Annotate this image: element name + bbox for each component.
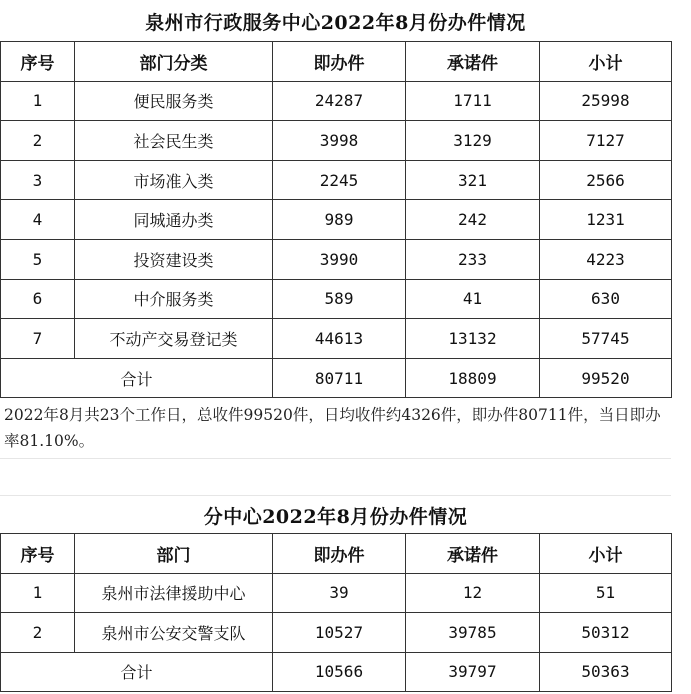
table-cell: 5 [1, 239, 75, 279]
table-cell: 630 [540, 279, 672, 319]
header-cell: 序号 [1, 42, 75, 82]
table-row [1, 279, 672, 319]
table-cell: 4223 [540, 239, 672, 279]
table-cell: 25998 [540, 81, 672, 121]
table-row [1, 121, 672, 161]
table-row [1, 81, 672, 121]
table-cell: 1711 [406, 81, 540, 121]
table-cell: 3 [1, 160, 75, 200]
table-cell: 2 [1, 613, 75, 653]
total-cell: 39797 [406, 652, 540, 692]
sub-table [0, 533, 672, 692]
total-row [1, 652, 672, 692]
table-cell: 不动产交易登记类 [75, 319, 273, 359]
table-cell: 泉州市公安交警支队 [75, 613, 273, 653]
header-cell: 部门 [75, 534, 273, 574]
table-cell: 589 [273, 279, 406, 319]
total-cell: 10566 [273, 652, 406, 692]
table-header-row [1, 534, 672, 574]
table-cell: 2245 [273, 160, 406, 200]
table-cell: 57745 [540, 319, 672, 359]
table-cell: 12 [406, 573, 540, 613]
total-cell: 80711 [273, 358, 406, 398]
table-cell: 233 [406, 239, 540, 279]
table-cell: 2566 [540, 160, 672, 200]
header-cell: 序号 [1, 534, 75, 574]
summary-note: 2022年8月共23个工作日，总收件99520件，日均收件约4326件，即办件80711件，当日即办率81.10%。 [4, 406, 661, 450]
table-cell: 24287 [273, 81, 406, 121]
table-cell: 1231 [540, 200, 672, 240]
table-cell: 989 [273, 200, 406, 240]
table-cell: 39785 [406, 613, 540, 653]
table-cell: 7 [1, 319, 75, 359]
table-row [1, 573, 672, 613]
table-cell: 2 [1, 121, 75, 161]
total-row [1, 358, 672, 398]
table-cell: 投资建设类 [75, 239, 273, 279]
table-cell: 242 [406, 200, 540, 240]
table-cell: 社会民生类 [75, 121, 273, 161]
table-cell: 44613 [273, 319, 406, 359]
header-cell: 即办件 [273, 534, 406, 574]
total-cell: 50363 [540, 652, 672, 692]
table-header-row [1, 42, 672, 82]
table-cell: 4 [1, 200, 75, 240]
table-cell: 50312 [540, 613, 672, 653]
table-row [1, 160, 672, 200]
table-cell: 3129 [406, 121, 540, 161]
table-cell: 1 [1, 573, 75, 613]
table-cell: 3990 [273, 239, 406, 279]
table-row [1, 319, 672, 359]
header-cell: 小计 [540, 534, 672, 574]
total-cell: 99520 [540, 358, 672, 398]
table-cell: 321 [406, 160, 540, 200]
table-row [1, 613, 672, 653]
table-cell: 41 [406, 279, 540, 319]
main-table-title: 泉州市行政服务中心2022年8月份办件情况 [145, 12, 526, 34]
table-cell: 39 [273, 573, 406, 613]
table-cell: 6 [1, 279, 75, 319]
header-cell: 部门分类 [75, 42, 273, 82]
total-cell: 18809 [406, 358, 540, 398]
header-cell: 即办件 [273, 42, 406, 82]
header-cell: 承诺件 [406, 42, 540, 82]
table-cell: 3998 [273, 121, 406, 161]
header-cell: 承诺件 [406, 534, 540, 574]
table-row [1, 239, 672, 279]
main-table [0, 41, 672, 398]
table-cell: 同城通办类 [75, 200, 273, 240]
table-cell: 1 [1, 81, 75, 121]
sub-table-title: 分中心2022年8月份办件情况 [203, 506, 468, 528]
table-cell: 市场准入类 [75, 160, 273, 200]
total-label: 合计 [1, 358, 273, 398]
table-cell: 7127 [540, 121, 672, 161]
table-cell: 10527 [273, 613, 406, 653]
table-cell: 51 [540, 573, 672, 613]
total-label: 合计 [1, 652, 273, 692]
table-cell: 泉州市法律援助中心 [75, 573, 273, 613]
header-cell: 小计 [540, 42, 672, 82]
table-cell: 中介服务类 [75, 279, 273, 319]
section-divider [0, 458, 671, 496]
table-row [1, 200, 672, 240]
table-cell: 便民服务类 [75, 81, 273, 121]
table-cell: 13132 [406, 319, 540, 359]
